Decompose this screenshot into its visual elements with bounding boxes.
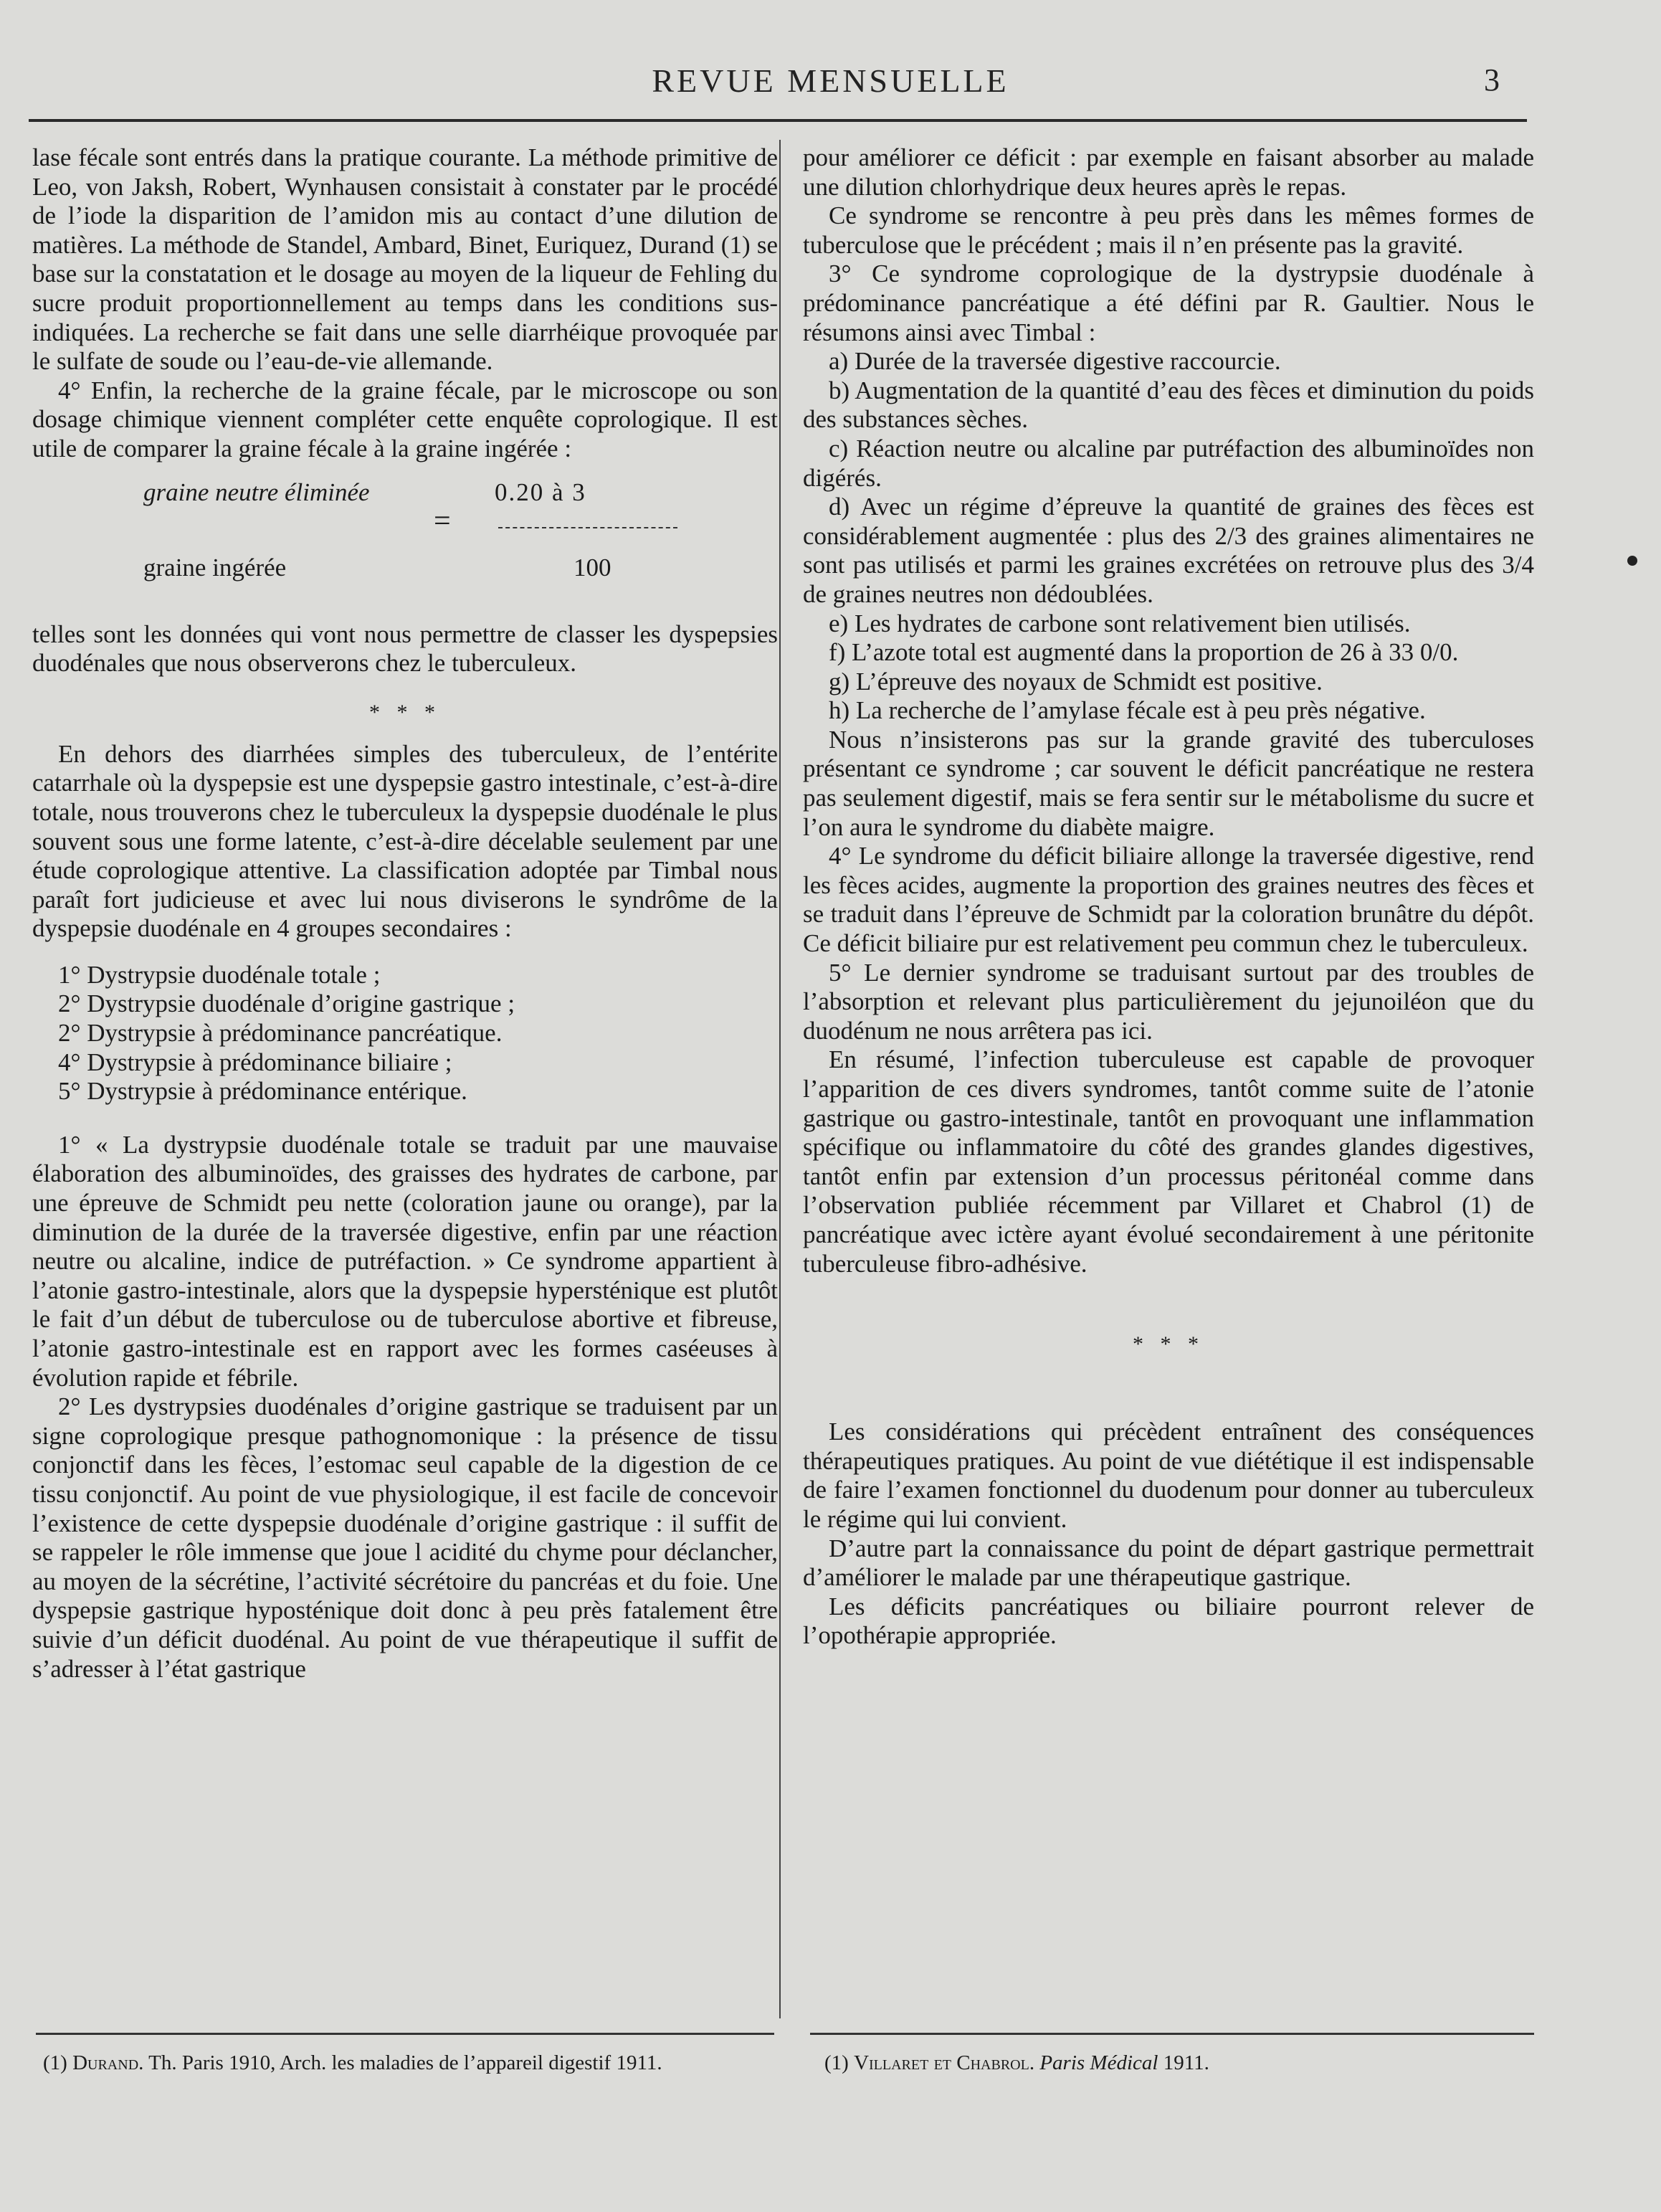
footnote-author: Durand bbox=[72, 2051, 139, 2074]
footnote-separator: . bbox=[1029, 2051, 1040, 2074]
header-rule bbox=[29, 119, 1527, 122]
section-separator-stars: * * * bbox=[1133, 1332, 1204, 1357]
formula-denominator-value: 100 bbox=[574, 553, 611, 582]
list-item: d) Avec un régime d’épreuve la quantité de graines des fèces est considérablement augmentée : plus des 2/3 des graines alimentaires ne sont pas utilisés et parmi les graines excrétées on retrouve plus des 3/4 de graines neutres non dédoublées. bbox=[803, 493, 1534, 608]
paragraph: telles sont les données qui vont nous permettre de classer les dyspepsies duodénales que nous observerons chez le tuberculeux. bbox=[32, 620, 778, 678]
footnote-rule bbox=[810, 2033, 1534, 2035]
paragraph: Ce syndrome se rencontre à peu près dans les mêmes formes de tuberculose que le précédent ; mais il n’en présente pas la gravité. bbox=[803, 201, 1534, 259]
list-item: g) L’épreuve des noyaux de Schmidt est positive. bbox=[829, 667, 1323, 696]
formula-fraction-bar bbox=[498, 527, 677, 528]
list-item: f) L’azote total est augmenté dans la proportion de 26 à 33 0/0. bbox=[829, 638, 1459, 667]
fraction-formula bbox=[32, 471, 778, 614]
list-item: 4° Dystrypsie à prédominance biliaire ; bbox=[58, 1048, 452, 1076]
footnote-number: (1) bbox=[43, 2051, 67, 2074]
paragraph: Les considérations qui précèdent entraînent des conséquences thérapeutiques pratiques. Au point de vue diététique il est indispensable de faire l’examen fonctionnel du duodenum pour donner au tuberculeux le régime qui lui convient. bbox=[803, 1418, 1534, 1533]
paragraph: 4° Enfin, la recherche de la graine fécale, par le microscope ou son dosage chimique viennent compléter cette enquête coprologique. Il est utile de comparer la graine fécale à la graine ingérée : bbox=[32, 376, 778, 462]
list-item: e) Les hydrates de carbone sont relativement bien utilisés. bbox=[829, 609, 1411, 637]
paragraph: 1° « La dystrypsie duodénale totale se traduit par une mauvaise élaboration des albuminoïdes, des graisses des hydrates de carbone, par une épreuve de Schmidt peu nette (coloration jaune ou orange), par la diminution de la durée de la traversée digestive, enfin par une réaction neutre ou alcaline, indice de putréfaction. » Ce syndrome appartient à l’atonie gastro-intestinale, alors que la dyspepsie hypersténique est plutôt le fait d’un début de tuberculose ou de tuberculose abortive et fibreuse, l’atonie gastro-intestinale est en rapport avec les formes caséeuses à évolution rapide et fébrile. bbox=[32, 1130, 778, 1392]
list-item: 2° Dystrypsie duodénale d’origine gastrique ; bbox=[58, 989, 515, 1018]
list-item: 1° Dystrypsie duodénale totale ; bbox=[58, 960, 381, 989]
list-item: c) Réaction neutre ou alcaline par putréfaction des albuminoïdes non digérés. bbox=[803, 434, 1534, 492]
footnote-author: Villaret et Chabrol bbox=[854, 2051, 1029, 2074]
footnote-left bbox=[43, 2051, 774, 2075]
left-column bbox=[32, 143, 778, 1684]
running-header: REVUE MENSUELLE bbox=[652, 62, 1009, 99]
footnote-journal: Paris Médical bbox=[1039, 2051, 1158, 2074]
list-item: h) La recherche de l’amylase fécale est à peu près négative. bbox=[829, 696, 1426, 725]
paragraph: En dehors des diarrhées simples des tuberculeux, de l’entérite catarrhale où la dyspepsie est une dyspepsie gastro intestinale, c’est-à-dire totale, nous trouverons chez le tuberculeux la dyspepsie duodénale le plus souvent sous une forme latente, c’est-à-dire décelable seulement par une étude coprologique attentive. La classification adoptée par Timbal nous paraît fort judicieuse et avec lui nous diviserons le syndrôme de la dyspepsie duodénale en 4 groupes secondaires : bbox=[32, 739, 778, 943]
column-divider bbox=[779, 140, 781, 2018]
formula-equals: = bbox=[434, 504, 451, 538]
paragraph: 5° Le dernier syndrome se traduisant surtout par des troubles de l’absorption et relevant plus particulièrement du jejunoiléon que du duodénum ne nous arrêtera pas ici. bbox=[803, 958, 1534, 1045]
paragraph: lase fécale sont entrés dans la pratique courante. La méthode primitive de Leo, von Jaksh, Robert, Wynhausen consistait à constater par le procédé de l’iode la disparition de l’amidon mis au contact d’une dilution de matières. La méthode de Standel, Ambard, Binet, Euriquez, Durand (1) se base sur la constatation et le dosage au moyen de la liqueur de Fehling du sucre produit proportionnellement au temps dans les conditions sus-indiquées. La recherche se fait dans une selle diarrhéique provoquée par le sulfate de soude ou l’eau-de-vie allemande. bbox=[32, 143, 778, 376]
paragraph: En résumé, l’infection tuberculeuse est capable de provoquer l’apparition de ces divers syndromes, tantôt comme suite de l’atonie gastrique ou gastro-intestinale, tantôt en provoquant une inflammation spécifique ou inflammatoire du côté des grandes glandes digestives, tantôt enfin par extension d’un processus péritonéal comme dans l’observation publiée récemment par Villaret et Chabrol (1) de pancréatique avec ictère ayant évolué secondairement à une péritonite tuberculeuse fibro-adhésive. bbox=[803, 1045, 1534, 1278]
paragraph: 4° Le syndrome du déficit biliaire allonge la traversée digestive, rend les fèces acides, augmente la proportion des graines neutres des fèces et se traduit dans l’épreuve de Schmidt par la coloration brunâtre du dépôt. Ce déficit biliaire pur est relativement peu commun chez le tuberculeux. bbox=[803, 842, 1534, 958]
margin-ink-dot bbox=[1627, 556, 1637, 566]
list-item: b) Augmentation de la quantité d’eau des fèces et diminution du poids des substances sèches. bbox=[803, 376, 1534, 434]
footnote-right bbox=[824, 2051, 1527, 2075]
paragraph: D’autre part la connaissance du point de départ gastrique permettrait d’améliorer le malade par une thérapeutique gastrique. bbox=[803, 1534, 1534, 1592]
criteria-list bbox=[803, 347, 1534, 726]
formula-denominator-label: graine ingérée bbox=[143, 553, 287, 582]
paragraph: 3° Ce syndrome coprologique de la dystrypsie duodénale à prédominance pancréatique a été défini par R. Gaultier. Nous le résumons ainsi avec Timbal : bbox=[803, 260, 1534, 346]
list-item: 2° Dystrypsie à prédominance pancréatique. bbox=[58, 1019, 503, 1048]
formula-numerator-label: graine neutre éliminée bbox=[143, 478, 370, 506]
page-number: 3 bbox=[1484, 62, 1500, 98]
footnote-text: . Th. Paris 1910, Arch. les maladies de l’appareil digestif 1911. bbox=[138, 2051, 662, 2074]
list-item: 5° Dystrypsie à prédominance entérique. bbox=[58, 1077, 467, 1106]
paragraph: 2° Les dystrypsies duodénales d’origine gastrique se traduisent par un signe coprologique presque pathognomonique : la présence de tissu conjonctif dans les fèces, l’estomac seul capable de la digestion de ce tissu conjonctif. Au point de vue physiologique, il est facile de concevoir l’existence de cette dyspepsie duodénale d’origine gastrique : il suffit de se rappeler le rôle immense que joue l acidité du chyme pour déclancher, au moyen de la sécrétine, l’activité sécrétoire du pancréas et du foie. Une dyspepsie gastrique hyposténique doit donc à peu près fatalement être suivie d’un déficit duodénal. Au point de vue thérapeutique il suffit de s’adresser à l’état gastrique bbox=[32, 1392, 778, 1683]
footnote-year: 1911. bbox=[1158, 2051, 1209, 2074]
list-item: a) Durée de la traversée digestive raccourcie. bbox=[829, 347, 1281, 376]
section-separator-stars: * * * bbox=[369, 700, 441, 724]
formula-numerator-value: 0.20 à 3 bbox=[495, 478, 586, 506]
footnote-number: (1) bbox=[824, 2051, 849, 2074]
classification-list bbox=[32, 961, 778, 1106]
paragraph: Nous n’insisterons pas sur la grande gravité des tuberculoses présentant ce syndrome ; car souvent le déficit pancréatique ne restera pas seulement digestif, mais se fera sentir sur le métabolisme du sucre et l’on aura le syndrome du diabète maigre. bbox=[803, 725, 1534, 841]
paragraph: Les déficits pancréatiques ou biliaire pourront relever de l’opothérapie appropriée. bbox=[803, 1592, 1534, 1650]
paragraph: pour améliorer ce déficit : par exemple en faisant absorber au malade une dilution chlorhydrique deux heures après le repas. bbox=[803, 143, 1534, 201]
footnote-rule bbox=[36, 2033, 774, 2035]
right-column bbox=[803, 143, 1534, 1651]
